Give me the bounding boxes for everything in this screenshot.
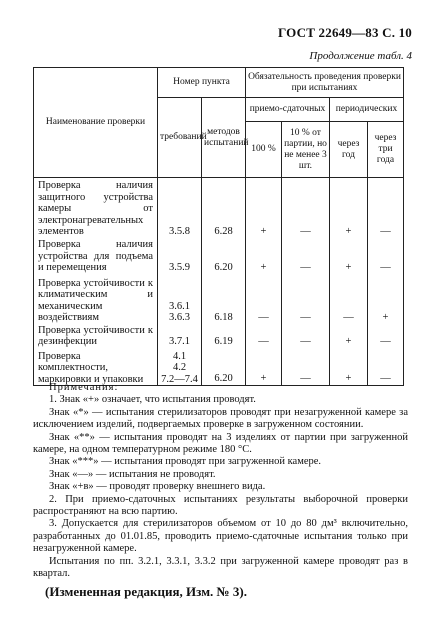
col-header-name: Наименование проверки [34, 68, 158, 178]
req-number [158, 348, 202, 386]
check-name: Проверка устойчивости к климатическим и механическим воздействиям [34, 274, 158, 324]
mark-year: — [330, 274, 368, 324]
req-number-line: 7.2—7.4 [161, 373, 198, 385]
mark-100: + [246, 348, 282, 386]
method-number: 6.20 [202, 238, 246, 274]
req-number: 3.5.9 [158, 238, 202, 274]
check-name: Проверка наличия устройства для подъема и перемещения [34, 238, 158, 274]
req-number-line: 4.2 [172, 362, 187, 373]
note-1e: Знак «+в» — проводят проверку внешнего вида. [49, 481, 266, 493]
mark-year: + [330, 178, 368, 238]
mark-3years: + [368, 274, 404, 324]
note-1d: Знак «—» — испытания не проводят. [49, 468, 216, 480]
req-number-line: 3.6.3 [169, 312, 190, 323]
check-name: Проверка наличия защитного устройства камеры от электронагревательных элементов [34, 178, 158, 238]
req-number [158, 274, 202, 324]
table-row [34, 324, 404, 348]
page-header: ГОСТ 22649—83 С. 10 [278, 25, 412, 40]
amendment-note: (Измененная редакция, Изм. № 3). [45, 584, 247, 599]
mark-10pct: — [282, 238, 330, 274]
col-header-year: через год [330, 122, 368, 178]
method-number: 6.18 [202, 274, 246, 324]
note-3a: Испытания по пп. 3.2.1, 3.3.1, 3.3.2 при загруженной камере проводят раз в квартал. [33, 555, 408, 580]
mark-year: + [330, 324, 368, 348]
mark-10pct: — [282, 348, 330, 386]
method-number: 6.28 [202, 178, 246, 238]
table-row [34, 178, 404, 238]
req-number: 3.7.1 [158, 324, 202, 348]
col-header-3years: через три года [368, 122, 404, 178]
mark-100: — [246, 274, 282, 324]
req-number: 3.5.8 [158, 178, 202, 238]
req-number-line: 3.6.1 [169, 300, 190, 312]
col-header-periodic: периодических [330, 98, 404, 122]
mark-10pct: — [282, 324, 330, 348]
mark-10pct: — [282, 178, 330, 238]
mark-100: + [246, 178, 282, 238]
col-header-req: требований [158, 98, 202, 178]
col-header-10pct: 10 % от партии, но не менее 3 шт. [282, 122, 330, 178]
table-row [34, 238, 404, 274]
mark-year: + [330, 238, 368, 274]
mark-3years: — [368, 324, 404, 348]
mark-3years: — [368, 178, 404, 238]
mark-3years: — [368, 348, 404, 386]
table-row [34, 274, 404, 324]
col-header-100: 100 % [246, 122, 282, 178]
note-1c: Знак «***» — испытания проводят при загруженной камере. [49, 456, 322, 468]
col-header-mandatory: Обязательность проведения проверки при испытаниях [246, 68, 404, 98]
inspection-table [33, 67, 404, 386]
note-2: 2. При приемо-сдаточных испытаниях результаты выборочной проверки распространяют на всю партию. [33, 493, 408, 518]
col-header-methods: методов испытаний [202, 98, 246, 178]
mark-10pct: — [282, 274, 330, 324]
mark-100: + [246, 238, 282, 274]
mark-100: — [246, 324, 282, 348]
table-continuation-label: Продолжение табл. 4 [309, 50, 412, 62]
notes-section [33, 382, 408, 581]
col-header-item: Номер пункта [158, 68, 246, 98]
check-name: Проверка комплектности, маркировки и упаковки [34, 348, 158, 386]
table-row [34, 348, 404, 386]
mark-year: + [330, 348, 368, 386]
mark-3years: — [368, 238, 404, 274]
req-number-line: 4.1 [172, 350, 187, 362]
check-name: Проверка устойчивости к дезинфекции [34, 324, 158, 348]
note-1: 1. Знак «+» означает, что испытания проводят. [49, 394, 256, 406]
col-header-acceptance: приемо-сдаточных [246, 98, 330, 122]
note-1a: Знак «*» — испытания стерилизаторов проводят при незагруженной камере за исключением изделий, подвергаемых проверке в загруженном состоянии. [33, 406, 408, 431]
method-number: 6.20 [202, 348, 246, 386]
method-number: 6.19 [202, 324, 246, 348]
note-3: 3. Допускается для стерилизаторов объемом от 10 до 80 дм³ включительно, разработанных до 01.01.85, проводить приемо-сдаточные испытания только при незагруженной камере. [33, 518, 408, 555]
note-1b: Знак «**» — испытания проводят на 3 изделиях от партии при загруженной камере, на одном температурном режиме 180 °С. [33, 431, 408, 456]
notes-title: Примечания: [49, 382, 119, 393]
